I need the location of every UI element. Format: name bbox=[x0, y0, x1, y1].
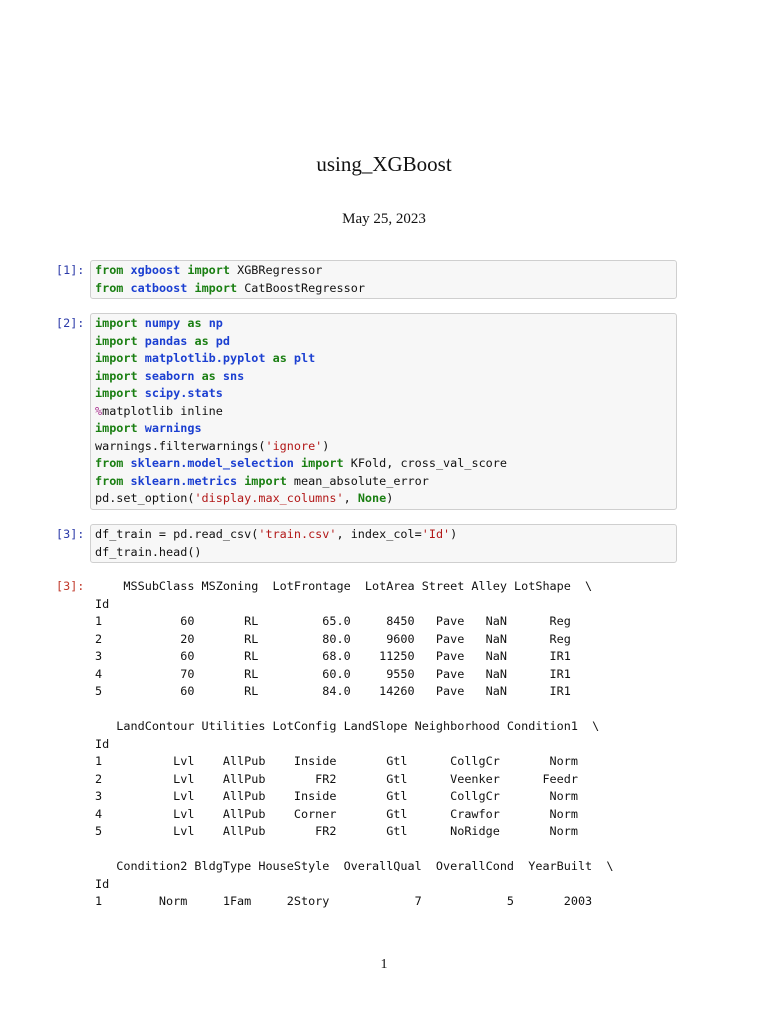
code-token: xgboost bbox=[130, 263, 181, 277]
output-line bbox=[95, 701, 613, 719]
code-token: import bbox=[194, 280, 238, 295]
output-line: 2 20 RL 80.0 9600 Pave NaN Reg bbox=[95, 631, 571, 646]
code-token: numpy bbox=[144, 316, 181, 330]
output-line: LandContour Utilities LotConfig LandSlope Neighborhood Condition1 \ bbox=[95, 719, 600, 733]
code-token bbox=[123, 263, 130, 277]
code-token: 'Id' bbox=[421, 527, 451, 541]
code-line bbox=[95, 526, 672, 544]
code-token: mean_absolute_error bbox=[286, 473, 429, 488]
code-token: , bbox=[343, 491, 358, 505]
code-line bbox=[95, 385, 672, 403]
code-token: from bbox=[95, 473, 124, 488]
output-line: 3 60 RL 68.0 11250 Pave NaN IR1 bbox=[95, 649, 571, 663]
output-line: 5 Lvl AllPub FR2 Gtl NoRidge Norm bbox=[95, 824, 578, 838]
code-token: KFold, cross_val_score bbox=[343, 456, 507, 470]
output-line: 4 Lvl AllPub Corner Gtl Crawfor Norm bbox=[95, 806, 578, 821]
code-token bbox=[123, 474, 130, 488]
output-line: 1 Norm 1Fam 2Story 7 5 2003 bbox=[95, 894, 593, 908]
code-token bbox=[138, 351, 145, 365]
code-token bbox=[265, 351, 272, 365]
code-line bbox=[95, 403, 672, 421]
code-token bbox=[287, 351, 294, 365]
output-line: 3 Lvl AllPub Inside Gtl CollgCr Norm bbox=[95, 789, 578, 803]
output-line: MSSubClass MSZoning LotFrontage LotArea Street Alley LotShape \ bbox=[95, 579, 593, 593]
code-token: 'train.csv' bbox=[258, 527, 337, 541]
code-token: as bbox=[201, 368, 216, 383]
code-token: pd bbox=[215, 333, 231, 348]
output-line: 2 Lvl AllPub FR2 Gtl Veenker Feedr bbox=[95, 771, 578, 786]
code-line bbox=[95, 438, 672, 456]
code-cell-1[interactable] bbox=[90, 260, 677, 299]
output-line: 5 60 RL 84.0 14260 Pave NaN IR1 bbox=[95, 684, 571, 698]
code-token: import bbox=[301, 456, 344, 470]
document-date: May 25, 2023 bbox=[342, 211, 426, 227]
code-cell-3-source bbox=[95, 526, 672, 561]
code-token bbox=[294, 456, 301, 470]
code-token: import bbox=[95, 386, 138, 400]
code-token: pd.set_option( bbox=[95, 491, 195, 505]
code-token: from bbox=[95, 456, 124, 470]
code-token: sklearn.model_selection bbox=[130, 456, 294, 470]
code-line bbox=[95, 350, 672, 368]
code-line bbox=[95, 280, 672, 298]
code-token bbox=[209, 334, 216, 348]
code-token: np bbox=[208, 316, 223, 330]
code-token: 'ignore' bbox=[265, 438, 323, 453]
code-token: as bbox=[272, 351, 287, 365]
code-token bbox=[123, 456, 130, 470]
code-token: from bbox=[95, 280, 124, 295]
code-token: warnings bbox=[144, 421, 202, 435]
code-cell-2[interactable] bbox=[90, 313, 677, 510]
code-token: as bbox=[194, 333, 209, 348]
code-token: plt bbox=[293, 351, 316, 365]
code-token: 'display.max_columns' bbox=[194, 491, 344, 505]
code-token bbox=[138, 369, 145, 383]
code-token: import bbox=[95, 316, 138, 330]
output-line bbox=[95, 841, 613, 859]
code-token: import bbox=[244, 473, 287, 488]
output-line: Condition2 BldgType HouseStyle OverallQual OverallCond YearBuilt \ bbox=[95, 859, 614, 873]
code-token: , index_col= bbox=[336, 527, 422, 541]
code-token: sklearn.metrics bbox=[130, 473, 238, 488]
code-token bbox=[138, 316, 145, 330]
code-token: as bbox=[187, 316, 202, 330]
code-line bbox=[95, 368, 672, 386]
cell-2-prompt: [2]: bbox=[56, 316, 85, 330]
code-line bbox=[95, 544, 672, 562]
code-token: ) bbox=[386, 491, 394, 505]
cell-1-prompt: [1]: bbox=[56, 263, 85, 277]
code-token bbox=[138, 386, 145, 400]
output-line: Id bbox=[95, 876, 110, 891]
code-token: % bbox=[95, 403, 103, 418]
code-token: seaborn bbox=[144, 368, 195, 383]
code-token bbox=[216, 369, 223, 383]
code-cell-1-source bbox=[95, 262, 672, 297]
code-token: ) bbox=[322, 438, 330, 453]
code-token: import bbox=[95, 368, 138, 383]
code-token: pandas bbox=[144, 333, 188, 348]
code-token: df_train = pd.read_csv( bbox=[95, 527, 259, 541]
code-token bbox=[138, 334, 145, 348]
code-token: XGBRegressor bbox=[229, 263, 323, 277]
code-token bbox=[138, 421, 145, 435]
code-token: ) bbox=[450, 527, 458, 541]
page-number: 1 bbox=[380, 957, 388, 972]
code-cell-2-source bbox=[95, 315, 672, 508]
output-line: 1 Lvl AllPub Inside Gtl CollgCr Norm bbox=[95, 754, 578, 768]
code-line bbox=[95, 315, 672, 333]
code-token: catboost bbox=[130, 280, 188, 295]
output-line: 1 60 RL 65.0 8450 Pave NaN Reg bbox=[95, 614, 571, 628]
output-3-prompt: [3]: bbox=[56, 579, 85, 593]
code-token: warnings.filterwarnings( bbox=[95, 438, 266, 453]
code-line bbox=[95, 420, 672, 438]
code-token: import bbox=[187, 263, 230, 277]
code-token bbox=[123, 281, 130, 295]
code-token: df_train.head() bbox=[95, 544, 202, 559]
code-token: from bbox=[95, 263, 124, 277]
document-title: using_XGBoost bbox=[316, 152, 452, 176]
cell-3-prompt: [3]: bbox=[56, 527, 85, 541]
code-token: CatBoostRegressor bbox=[237, 280, 365, 295]
code-token bbox=[194, 369, 201, 383]
code-token bbox=[202, 316, 209, 330]
code-line bbox=[95, 455, 672, 473]
code-token: sns bbox=[222, 368, 245, 383]
code-token: None bbox=[357, 491, 387, 505]
dataframe-output bbox=[95, 578, 613, 911]
code-line bbox=[95, 473, 672, 491]
code-token: import bbox=[95, 421, 138, 435]
output-line: Id bbox=[95, 736, 110, 751]
code-token: matplotlib inline bbox=[102, 403, 223, 418]
code-token: scipy.stats bbox=[144, 386, 223, 400]
code-cell-3[interactable] bbox=[90, 524, 677, 563]
code-token: import bbox=[95, 351, 138, 365]
code-line bbox=[95, 490, 672, 508]
code-token: matplotlib.pyplot bbox=[144, 351, 266, 365]
code-line bbox=[95, 333, 672, 351]
output-line: Id bbox=[95, 596, 110, 611]
output-line: 4 70 RL 60.0 9550 Pave NaN IR1 bbox=[95, 666, 571, 681]
code-token: import bbox=[95, 333, 138, 348]
code-line bbox=[95, 262, 672, 280]
